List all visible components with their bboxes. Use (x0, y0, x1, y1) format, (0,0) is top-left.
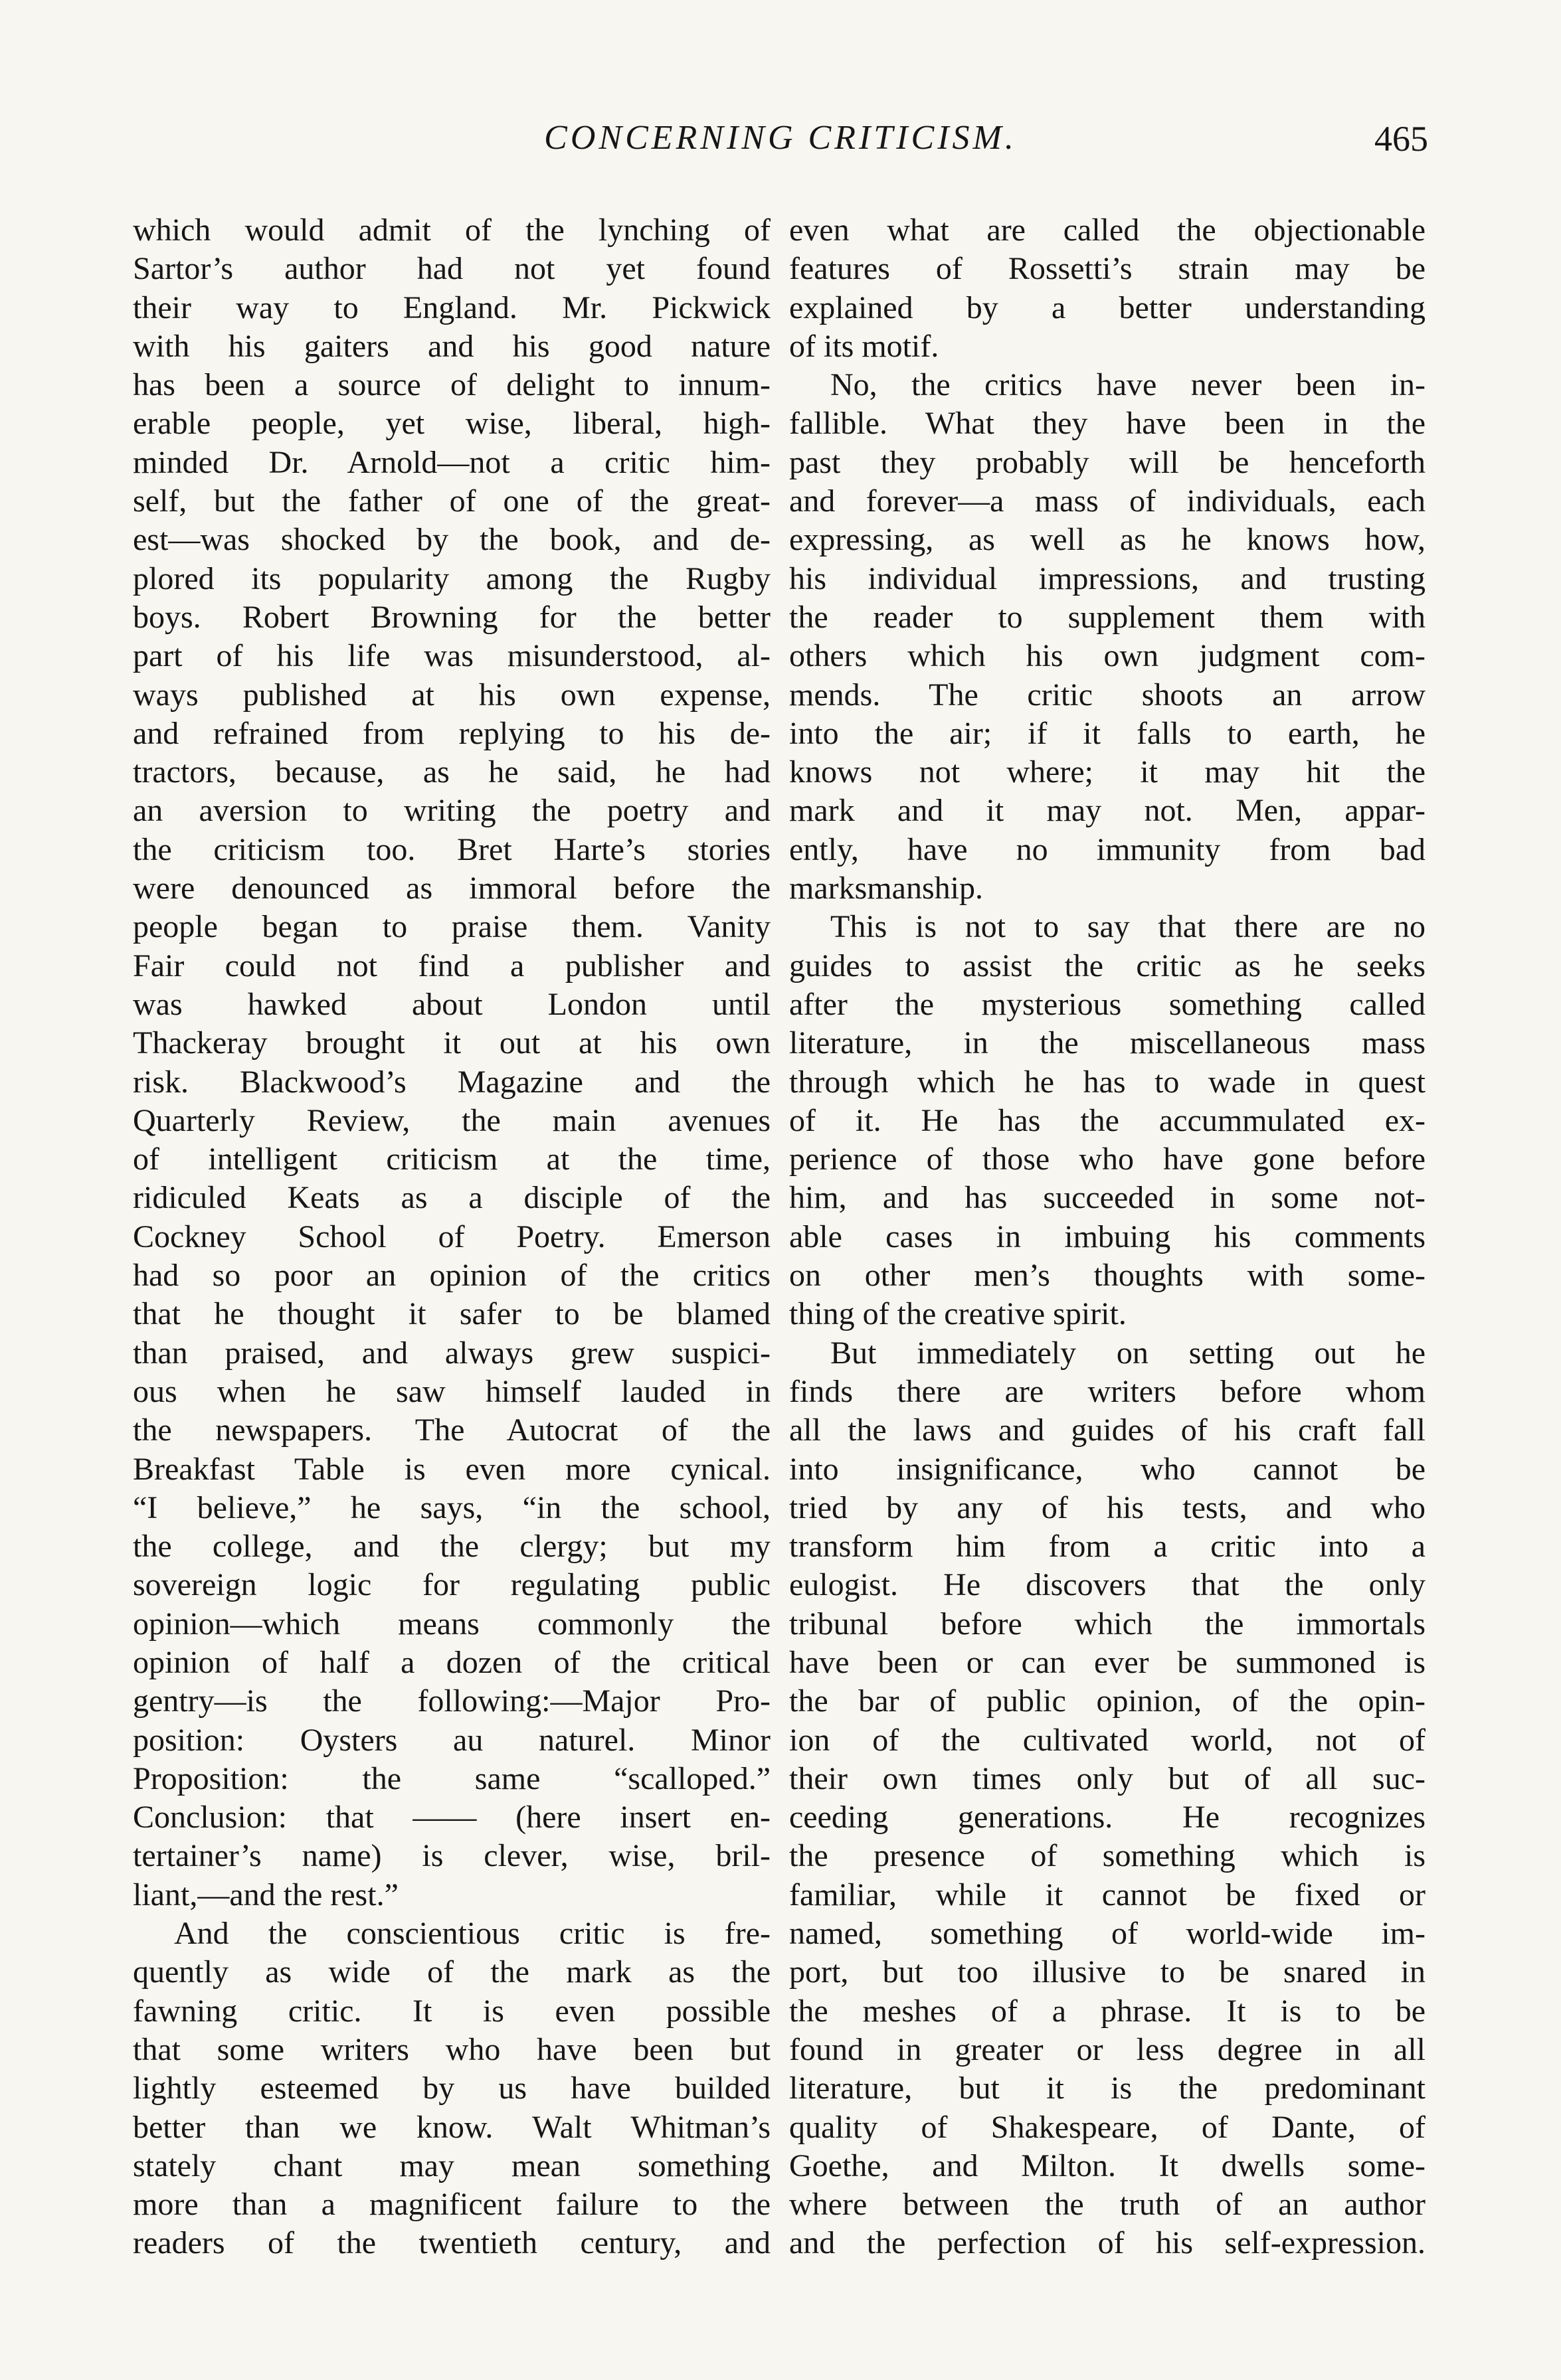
text-line: that some writers who have been but (133, 2031, 771, 2067)
text-line: risk. Blackwood’s Magazine and the (133, 1064, 771, 1100)
text-line: position: Oysters au naturel. Minor (133, 1722, 771, 1758)
text-line: sovereign logic for regulating public (133, 1567, 771, 1603)
text-line: lightly esteemed by us have builded (133, 2071, 771, 2106)
text-line: which would admit of the lynching of (133, 212, 771, 248)
text-line: the criticism too. Bret Harte’s stories (133, 831, 771, 867)
text-line: able cases in imbuing his comments (789, 1219, 1425, 1254)
text-line: an aversion to writing the poetry and (133, 793, 771, 829)
text-line: ion of the cultivated world, not of (789, 1722, 1425, 1758)
text-line: that he thought it safer to be blamed (133, 1296, 771, 1332)
text-line: gentry—is the following:—Major Pro- (133, 1683, 771, 1719)
text-line: Sartor’s author had not yet found (133, 251, 771, 287)
text-line: ceeding generations. He recognizes (789, 1800, 1425, 1835)
text-line: perience of those who have gone before (789, 1142, 1425, 1177)
text-line: mends. The critic shoots an arrow (789, 677, 1425, 713)
text-line: finds there are writers before whom (789, 1373, 1425, 1409)
text-line: opinion—which means commonly the (133, 1606, 771, 1642)
text-line: stately chant may mean something (133, 2148, 771, 2183)
text-line: port, but too illusive to be snared in (789, 1954, 1425, 1990)
text-line: had so poor an opinion of the critics (133, 1258, 771, 1294)
text-line: even what are called the objectionable (789, 212, 1425, 248)
text-line: and forever—a mass of individuals, each (789, 483, 1425, 519)
text-line: plored its popularity among the Rugby (133, 560, 771, 596)
text-line: ways published at his own expense, (133, 677, 771, 713)
text-line: and the perfection of his self-expression. (789, 2225, 1425, 2261)
text-line: quently as wide of the mark as the (133, 1954, 771, 1990)
text-line: fallible. What they have been in the (789, 406, 1425, 442)
text-line: ridiculed Keats as a disciple of the (133, 1180, 771, 1216)
text-line: were denounced as immoral before the (133, 871, 771, 906)
text-line: literature, in the miscellaneous mass (789, 1025, 1425, 1061)
text-line: into insignificance, who cannot be (789, 1451, 1425, 1487)
text-line: named, something of world-wide im- (789, 1916, 1425, 1952)
text-line: mark and it may not. Men, appar- (789, 793, 1425, 829)
text-line: Fair could not find a publisher and (133, 948, 771, 983)
text-line: with his gaiters and his good nature (133, 328, 771, 364)
text-line: people began to praise them. Vanity (133, 909, 771, 945)
text-line: tertainer’s name) is clever, wise, bril- (133, 1838, 771, 1874)
text-line: than praised, and always grew suspici- (133, 1335, 771, 1371)
text-line: of it. He has the accummulated ex- (789, 1102, 1425, 1138)
text-line: Thackeray brought it out at his own (133, 1025, 771, 1061)
text-line: of intelligent criticism at the time, (133, 1142, 771, 1177)
text-line: guides to assist the critic as he seeks (789, 948, 1425, 983)
text-line: And the conscientious critic is fre- (174, 1916, 771, 1952)
text-line: tractors, because, as he said, he had (133, 754, 771, 790)
text-line: knows not where; it may hit the (789, 754, 1425, 790)
text-line: familiar, while it cannot be fixed or (789, 1877, 1425, 1912)
text-line: liant,—and the rest.” (133, 1877, 399, 1912)
text-line: self, but the father of one of the great- (133, 483, 771, 519)
text-line: all the laws and guides of his craft fall (789, 1412, 1425, 1448)
text-line: Breakfast Table is even more cynical. (133, 1451, 771, 1487)
text-line: was hawked about London until (133, 986, 771, 1022)
text-line: part of his life was misunderstood, al- (133, 638, 771, 674)
text-line: him, and has succeeded in some not- (789, 1180, 1425, 1216)
left-column (133, 211, 771, 2263)
text-line: opinion of half a dozen of the critical (133, 1644, 771, 1680)
text-line: marksmanship. (789, 871, 983, 906)
text-line: their way to England. Mr. Pickwick (133, 290, 771, 325)
text-line: transform him from a critic into a (789, 1529, 1425, 1565)
text-line: his individual impressions, and trusting (789, 560, 1425, 596)
text-line: ous when he saw himself lauded in (133, 1373, 771, 1409)
text-line: tribunal before which the immortals (789, 1606, 1425, 1642)
running-title: CONCERNING CRITICISM. (544, 119, 1017, 157)
text-line: Goethe, and Milton. It dwells some- (789, 2148, 1425, 2183)
text-line: through which he has to wade in quest (789, 1064, 1425, 1100)
text-line: has been a source of delight to innum- (133, 367, 771, 403)
text-line: boys. Robert Browning for the better (133, 599, 771, 635)
text-line: literature, but it is the predominant (789, 2071, 1425, 2106)
text-line: “I believe,” he says, “in the school, (133, 1489, 771, 1525)
text-line: Conclusion: that —— (here insert en- (133, 1800, 771, 1835)
text-line: the college, and the clergy; but my (133, 1529, 771, 1565)
text-line: fawning critic. It is even possible (133, 1993, 771, 2029)
text-line: better than we know. Walt Whitman’s (133, 2109, 771, 2145)
text-line: readers of the twentieth century, and (133, 2225, 771, 2261)
text-line: thing of the creative spirit. (789, 1296, 1127, 1332)
text-line: minded Dr. Arnold—not a critic him- (133, 444, 771, 480)
text-line: into the air; if it falls to earth, he (789, 715, 1425, 751)
text-line: the newspapers. The Autocrat of the (133, 1412, 771, 1448)
text-line: tried by any of his tests, and who (789, 1489, 1425, 1525)
text-line: the reader to supplement them with (789, 599, 1425, 635)
text-line: past they probably will be henceforth (789, 444, 1425, 480)
page-header (133, 118, 1428, 171)
text-line: and refrained from replying to his de- (133, 715, 771, 751)
text-line: Cockney School of Poetry. Emerson (133, 1219, 771, 1254)
text-line: on other men’s thoughts with some- (789, 1258, 1425, 1294)
text-line: have been or can ever be summoned is (789, 1644, 1425, 1680)
text-line: where between the truth of an author (789, 2187, 1425, 2223)
text-line: Quarterly Review, the main avenues (133, 1102, 771, 1138)
text-line: features of Rossetti’s strain may be (789, 251, 1425, 287)
text-line: the meshes of a phrase. It is to be (789, 1993, 1425, 2029)
text-line: This is not to say that there are no (830, 909, 1425, 945)
right-column (789, 211, 1425, 2263)
text-line: No, the critics have never been in- (830, 367, 1425, 403)
text-line: Proposition: the same “scalloped.” (133, 1760, 771, 1796)
text-line: others which his own judgment com- (789, 638, 1425, 674)
text-line: quality of Shakespeare, of Dante, of (789, 2109, 1425, 2145)
text-line: ently, have no immunity from bad (789, 831, 1425, 867)
text-line: the presence of something which is (789, 1838, 1425, 1874)
text-line: But immediately on setting out he (830, 1335, 1425, 1371)
text-line: more than a magnificent failure to the (133, 2187, 771, 2223)
text-line: after the mysterious something called (789, 986, 1425, 1022)
text-line: expressing, as well as he knows how, (789, 522, 1425, 558)
text-line: explained by a better understanding (789, 290, 1425, 325)
text-line: erable people, yet wise, liberal, high- (133, 406, 771, 442)
text-line: of its motif. (789, 328, 939, 364)
text-line: their own times only but of all suc- (789, 1760, 1425, 1796)
page-number: 465 (1374, 119, 1428, 159)
text-line: found in greater or less degree in all (789, 2031, 1425, 2067)
text-line: est—was shocked by the book, and de- (133, 522, 771, 558)
text-line: eulogist. He discovers that the only (789, 1567, 1425, 1603)
text-line: the bar of public opinion, of the opin- (789, 1683, 1425, 1719)
